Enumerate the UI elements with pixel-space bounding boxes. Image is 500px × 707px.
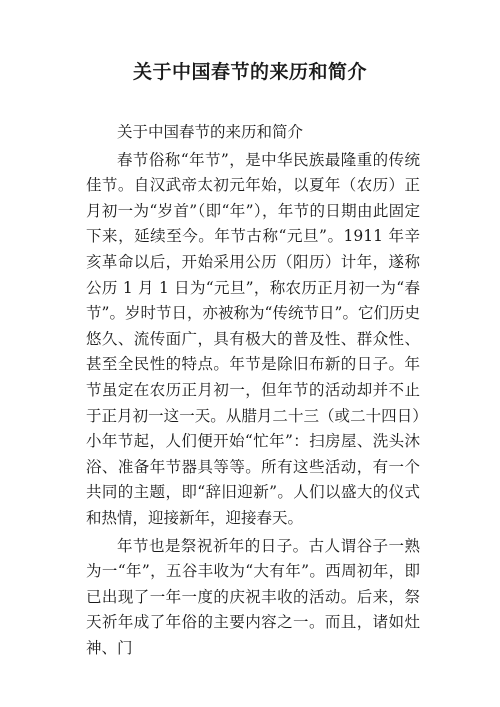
paragraph-subtitle: 关于中国春节的来历和简介 <box>117 123 304 141</box>
document-body <box>86 120 420 661</box>
document-title: 关于中国春节的来历和简介 <box>132 61 367 83</box>
paragraph-2: 年节也是祭祝祈年的日子。古人谓谷子一熟为一“年”，五谷丰收为“大有年”。西周初年，即已出现了一年一度的庆祝丰收的活动。后来，祭天祈年成了年俗的主要内容之一。而且，诸如灶神、门 <box>86 536 420 657</box>
paragraph-1: 春节俗称“年节”，是中华民族最隆重的传统佳节。自汉武帝太初元年始，以夏年（农历）正月初一为“岁首”（即“年”），年节的日期由此固定下来，延续至今。年节古称“元旦”。1911 年辛亥革命以后，开始采用公历（阳历）计年，遂称公历 1 月 1 日为“元旦”，称农历正月初一为“春节”。岁时节日，亦被称为“传统节日”。它们历史悠久、流传面广，具有极大的普及性、群众性、甚至全民性的特点。年节是除旧布新的日子。年节虽定在农历正月初一，但年节的活动却并不止于正月初一这一天。从腊月二十三（或二十四日）小年节起，人们便开始“忙年”：扫房屋、洗头沐浴、准备年节器具等等。所有这些活动，有一个共同的主题，即“辞旧迎新”。人们以盛大的仪式和热情，迎接新年，迎接春天。 <box>86 150 420 527</box>
